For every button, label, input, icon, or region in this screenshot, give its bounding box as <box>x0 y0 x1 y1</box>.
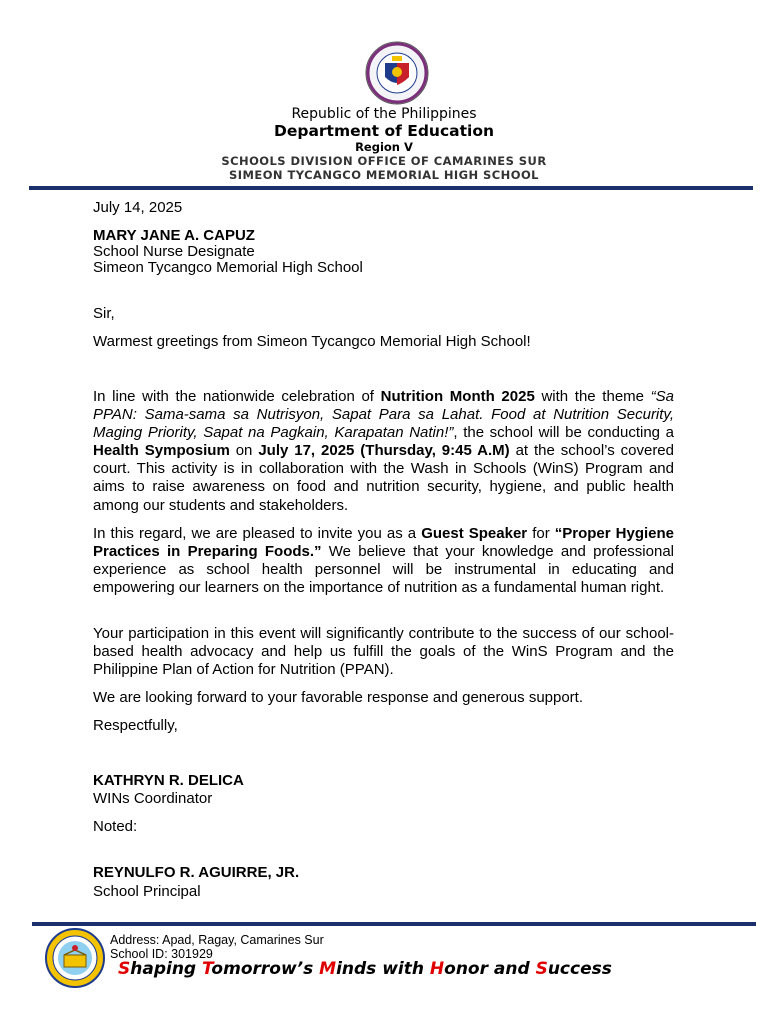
recipient-position: School Nurse Designate <box>93 243 255 260</box>
header-division: SCHOOLS DIVISION OFFICE OF CAMARINES SUR <box>221 154 547 168</box>
paragraph-event: In line with the nationwide celebration of Nutrition Month 2025 with the theme “Sa PPAN: Sama-sama sa Nutrisyon, Sapat Para sa Lahat. Food at Nutrition Security, Maging Priority, Sapat na Pagkain, Karapatan Natin!”, the school will be conducting a Health Symposium on July 17, 2025 (Thursday, 9:45 A.M) at the school’s covered court. This activity is in collaboration with the Wash in Schools (WinS) Program and aims to raise awareness on food and nutrition security, hygiene, and public health among our students and stakeholders. <box>93 388 675 514</box>
signatory-name: KATHRYN R. DELICA <box>93 772 244 789</box>
noted-label: Noted: <box>93 818 138 835</box>
footer-divider <box>32 922 756 926</box>
signatory-position: WINs Coordinator <box>93 790 213 807</box>
header-school: SIMEON TYCANGCO MEMORIAL HIGH SCHOOL <box>229 168 539 182</box>
footer-address: Address: Apad, Ragay, Camarines Sur <box>110 933 324 947</box>
header-divider <box>29 186 753 190</box>
header-region: Region V <box>355 140 413 154</box>
approver-name: REYNULFO R. AGUIRRE, JR. <box>93 864 300 881</box>
header-republic: Republic of the Philippines <box>291 106 477 122</box>
greeting: Warmest greetings from Simeon Tycangco Memorial High School! <box>93 333 531 350</box>
footer-school-id: School ID: 301929 <box>110 947 213 961</box>
paragraph-participation: Your participation in this event will significantly contribute to the success of our school-based health advocacy and help us fulfill the goals of the WinS Program and the Philippine Plan of Action for Nutrition (PPAN). <box>93 625 674 679</box>
paragraph-invitation: In this regard, we are pleased to invite you as a Guest Speaker for “Proper Hygiene Practices in Preparing Foods.” We believe that your knowledge and professional experience as school health personnel will be instrumental in educating and empowering our learners on the importance of nutrition as a fundamental human right. <box>93 525 674 597</box>
school-motto: Shaping Tomorrow’s Minds with Honor and Success <box>118 959 612 979</box>
deped-seal-logo <box>359 41 435 105</box>
paragraph-closing: We are looking forward to your favorable response and generous support. <box>93 689 584 706</box>
closing: Respectfully, <box>93 717 178 734</box>
header-department: Department of Education <box>273 122 495 140</box>
school-seal-logo <box>42 928 108 988</box>
recipient-school: Simeon Tycangco Memorial High School <box>93 259 363 276</box>
recipient-name: MARY JANE A. CAPUZ <box>93 227 255 244</box>
approver-position: School Principal <box>93 883 201 900</box>
salutation: Sir, <box>93 305 115 322</box>
letter-date: July 14, 2025 <box>93 199 183 216</box>
